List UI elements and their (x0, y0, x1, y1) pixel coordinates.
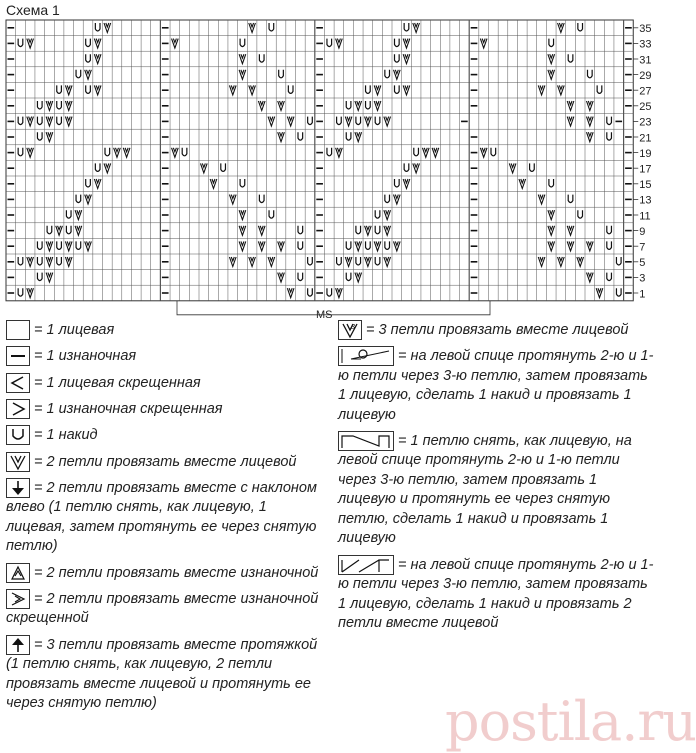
row-number: 7 (639, 241, 646, 254)
cable-slip-icon (338, 431, 394, 451)
legend-item (6, 563, 324, 583)
row-number: 25 (639, 101, 652, 114)
row-number: 27 (639, 85, 652, 98)
row-number: 13 (639, 194, 652, 207)
cable-yo-icon (338, 346, 394, 366)
row-number: 11 (639, 210, 651, 223)
legend-text: = 2 петли провязать вместе изнаночной скрещенной (6, 590, 319, 627)
row-number: 5 (639, 257, 646, 270)
legend-item (6, 425, 324, 445)
legend-text: = 1 петлю снять, как лицевую, на левой спице протянуть 2-ю и 1-ю петли через 3-ю петлю, затем провязать 1 лицевую и протянуть ее через снятую петлю, сделать 1 накид и провязать 1 лицевую (338, 432, 632, 547)
legend-item (6, 635, 324, 714)
twisted-knit-icon (6, 373, 30, 393)
yarn-over-icon (6, 425, 30, 445)
p2tog-icon (6, 563, 30, 583)
ssk-icon (6, 478, 30, 498)
watermark: postila.ru (445, 690, 696, 753)
row-number: 1 (639, 288, 646, 301)
row-number: 15 (639, 179, 652, 192)
legend-item (6, 589, 324, 629)
legend-item (6, 373, 324, 393)
legend-text: = 1 накид (34, 427, 98, 444)
row-number: 9 (639, 225, 646, 238)
purl-icon (6, 346, 30, 366)
k2tog-icon (6, 452, 30, 472)
row-number: 17 (639, 163, 652, 176)
legend-text: = на левой спице протянуть 2-ю и 1-ю петли через 3-ю петлю, затем провязать 1 лицевую, сделать 1 накид и провязать 2 петли вместе лицевой (338, 556, 654, 632)
legend-item (6, 452, 324, 472)
row-number: 35 (639, 23, 652, 36)
legend-text: = 1 изнаночная (34, 348, 137, 365)
twisted-purl-icon (6, 399, 30, 419)
row-number: 19 (639, 147, 652, 160)
svg-text:3: 3 (351, 324, 355, 331)
legend-item (338, 320, 656, 340)
legend-item (338, 555, 656, 634)
legend-text: = на левой спице протянуть 2-ю и 1-ю петли через 3-ю петлю, затем провязать 1 лицевую, сделать 1 накид и провязать 1 лицевую (338, 348, 654, 423)
legend-text: = 2 петли провязать вместе с наклоном влево (1 петлю снять, как лицевую, 1 лицевая, затем протянуть ее через снятую петлю) (6, 479, 317, 555)
row-number: 3 (639, 272, 646, 285)
legend-right (338, 320, 656, 640)
legend-text: = 3 петли провязать вместе протяжкой (1 петлю снять, как лицевую, 2 петли провязать вместе лицевой и протянуть ее через снятую петлю) (6, 636, 318, 712)
legend-item (6, 478, 324, 557)
legend-text: = 1 лицевая (34, 321, 115, 338)
p2tog-tbl-icon (6, 589, 30, 609)
legend-left (6, 320, 324, 720)
legend-item (6, 399, 324, 419)
legend-text: = 2 петли провязать вместе лицевой (34, 453, 297, 470)
legend-item (6, 320, 324, 340)
row-number: 31 (639, 54, 652, 67)
legend-item (338, 346, 656, 425)
ms-label: MS (316, 309, 333, 321)
knitting-chart (0, 0, 660, 330)
row-number: 33 (639, 38, 652, 51)
legend-text: = 1 лицевая скрещенная (34, 374, 201, 391)
knit-icon (6, 320, 30, 340)
row-number: 29 (639, 69, 652, 82)
s2kp-icon (6, 635, 30, 655)
legend-text: = 3 петли провязать вместе лицевой (366, 321, 629, 338)
row-number: 23 (639, 116, 652, 129)
legend-text: = 1 изнаночная скрещенная (34, 400, 223, 417)
legend-item (338, 431, 656, 549)
legend-item (6, 346, 324, 366)
k3tog-icon (338, 320, 362, 340)
legend-text: = 2 петли провязать вместе изнаночной (34, 564, 319, 581)
ms-bracket (177, 301, 490, 315)
chart-title: Схема 1 (6, 2, 60, 18)
row-number: 21 (639, 132, 652, 145)
cable-k2tog-icon (338, 555, 394, 575)
